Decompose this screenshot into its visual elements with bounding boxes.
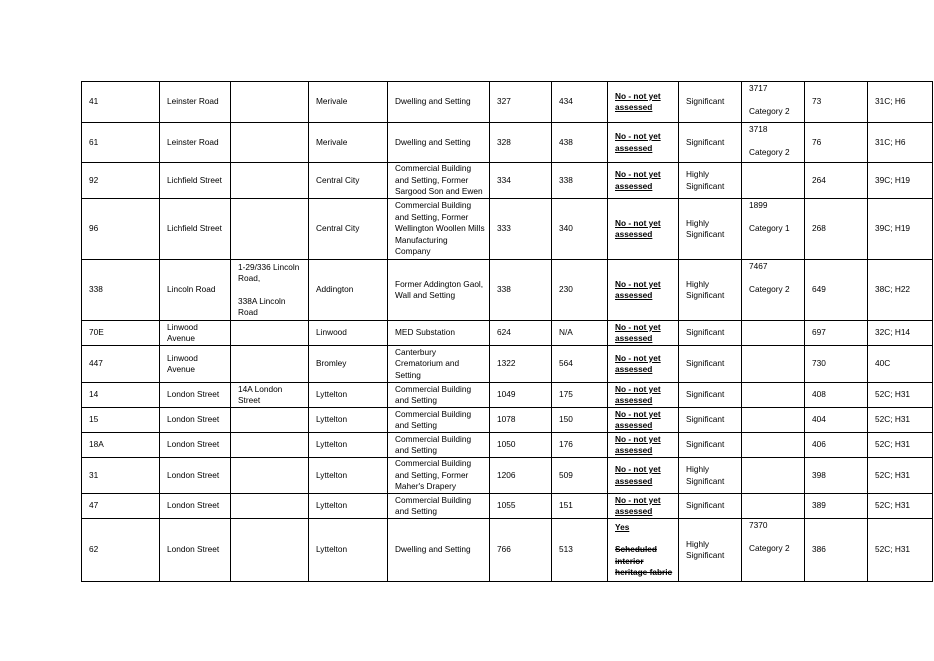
statement-number-cell: 406 [805,433,868,458]
suburb-cell: Lyttelton [309,458,388,494]
significance-cell: Highly Significant [679,163,742,199]
interior-assessed-cell [608,433,679,458]
nzhpt-listing-cell [742,260,805,321]
street-number-cell: 61 [82,123,160,163]
significance-cell: Significant [679,346,742,383]
alternative-address-cell [231,123,309,163]
interior-status: No - not yet assessed [615,278,661,300]
interior-assessed-cell [608,519,679,582]
listing-category: Category 2 [749,146,790,157]
interior-status: No - not yet assessed [615,321,661,343]
heritage-item-number-cell: 338 [490,260,552,321]
table-row [82,494,933,519]
heritage-item-number-cell: 766 [490,519,552,582]
statement-number-cell: 73 [805,82,868,123]
suburb-cell: Lyttelton [309,408,388,433]
street-number-cell: 41 [82,82,160,123]
planning-maps-cell: 39C; H19 [868,163,933,199]
interior-assessed-cell [608,346,679,383]
planning-maps-cell: 52C; H31 [868,383,933,408]
heritage-assessment-number-cell: 340 [552,199,608,260]
planning-maps-cell: 31C; H6 [868,82,933,123]
line-gap [749,95,800,106]
statement-number-cell: 76 [805,123,868,163]
heritage-item-number-cell: 1206 [490,458,552,494]
table-row [82,458,933,494]
street-number-cell: 62 [82,519,160,582]
nzhpt-listing-cell [742,346,805,383]
interior-assessed-cell [608,494,679,519]
nzhpt-listing-cell [742,519,805,582]
line-gap [749,136,800,147]
nzhpt-listing-cell [742,163,805,199]
street-number-cell: 18A [82,433,160,458]
table-row [82,383,933,408]
heritage-item-number-cell: 334 [490,163,552,199]
statement-number-cell: 389 [805,494,868,519]
suburb-cell: Central City [309,163,388,199]
statement-number-cell: 649 [805,260,868,321]
table-row [82,519,933,582]
street-name-cell: Linwood Avenue [160,321,231,346]
interior-assessed-cell [608,82,679,123]
description-cell: MED Substation [388,321,490,346]
street-number-cell: 92 [82,163,160,199]
significance-cell: Highly Significant [679,519,742,582]
alternative-address-line: 1-29/336 Lincoln Road, [238,261,300,283]
listing-number: 1899 [749,200,768,210]
description-cell: Canterbury Crematorium and Setting [388,346,490,383]
statement-number-cell: 264 [805,163,868,199]
line-gap [615,533,674,544]
planning-maps-cell: 52C; H31 [868,458,933,494]
table-row [82,260,933,321]
heritage-assessment-number-cell: 150 [552,408,608,433]
significance-cell: Significant [679,408,742,433]
alternative-address-cell [231,321,309,346]
listing-number: 3717 [749,83,768,93]
street-name-cell: Lincoln Road [160,260,231,321]
nzhpt-listing-cell [742,199,805,260]
interior-status: No - not yet assessed [615,433,661,455]
nzhpt-listing-cell [742,123,805,163]
interior-assessed-cell [608,163,679,199]
line-gap [238,285,304,296]
alternative-address-cell [231,199,309,260]
nzhpt-listing-cell [742,408,805,433]
nzhpt-listing-cell [742,82,805,123]
alternative-address-cell [231,494,309,519]
heritage-item-number-cell: 1078 [490,408,552,433]
street-name-cell: Lichfield Street [160,199,231,260]
interior-status: No - not yet assessed [615,464,661,486]
street-number-cell: 70E [82,321,160,346]
heritage-item-number-cell: 624 [490,321,552,346]
street-number-cell: 14 [82,383,160,408]
suburb-cell: Lyttelton [309,433,388,458]
description-cell: Dwelling and Setting [388,82,490,123]
street-number-cell: 15 [82,408,160,433]
listing-category: Category 2 [749,105,790,116]
significance-cell: Highly Significant [679,199,742,260]
listing-number: 3718 [749,124,768,134]
significance-cell: Significant [679,494,742,519]
nzhpt-listing-cell [742,494,805,519]
street-number-cell: 96 [82,199,160,260]
table-row [82,82,933,123]
heritage-assessment-number-cell: 151 [552,494,608,519]
line-gap [749,273,800,284]
interior-assessed-cell [608,321,679,346]
description-cell: Commercial Building and Setting, Former Sargood Son and Ewen [388,163,490,199]
alternative-address-cell [231,82,309,123]
planning-maps-cell: 31C; H6 [868,123,933,163]
street-number-cell: 338 [82,260,160,321]
significance-cell: Significant [679,321,742,346]
interior-assessed-cell [608,123,679,163]
interior-status: No - not yet assessed [615,352,661,374]
heritage-item-number-cell: 1049 [490,383,552,408]
suburb-cell: Merivale [309,123,388,163]
statement-number-cell: 398 [805,458,868,494]
table-row [82,123,933,163]
nzhpt-listing-cell [742,321,805,346]
street-name-cell: London Street [160,408,231,433]
suburb-cell: Lyttelton [309,494,388,519]
heritage-assessment-number-cell: 513 [552,519,608,582]
street-name-cell: London Street [160,458,231,494]
statement-number-cell: 386 [805,519,868,582]
statement-number-cell: 408 [805,383,868,408]
alternative-address-cell [231,163,309,199]
street-name-cell: Leinster Road [160,123,231,163]
significance-cell: Significant [679,123,742,163]
heritage-assessment-number-cell: 509 [552,458,608,494]
heritage-item-number-cell: 1050 [490,433,552,458]
interior-assessed-cell [608,260,679,321]
table-row [82,321,933,346]
alternative-address-cell [231,408,309,433]
alternative-address-cell [231,260,309,321]
alternative-address-cell [231,433,309,458]
alternative-address-line: 338A Lincoln Road [238,295,286,317]
heritage-item-number-cell: 1322 [490,346,552,383]
street-name-cell: London Street [160,433,231,458]
interior-status: No - not yet assessed [615,494,661,516]
description-cell: Commercial Building and Setting [388,433,490,458]
heritage-assessment-number-cell: N/A [552,321,608,346]
statement-number-cell: 268 [805,199,868,260]
heritage-schedule-table [81,81,933,582]
statement-number-cell: 730 [805,346,868,383]
heritage-item-number-cell: 328 [490,123,552,163]
heritage-assessment-number-cell: 338 [552,163,608,199]
street-number-cell: 47 [82,494,160,519]
planning-maps-cell: 40C [868,346,933,383]
listing-number: 7370 [749,520,768,530]
interior-status: No - not yet assessed [615,131,661,153]
street-name-cell: London Street [160,383,231,408]
planning-maps-cell: 52C; H31 [868,494,933,519]
nzhpt-listing-cell [742,458,805,494]
planning-maps-cell: 38C; H22 [868,260,933,321]
interior-assessed-cell [608,383,679,408]
suburb-cell: Lyttelton [309,383,388,408]
listing-category: Category 1 [749,222,790,233]
interior-status: No - not yet assessed [615,90,661,112]
street-name-cell: Linwood Avenue [160,346,231,383]
suburb-cell: Central City [309,199,388,260]
interior-status: No - not yet assessed [615,217,661,239]
alternative-address-cell [231,346,309,383]
heritage-item-number-cell: 1055 [490,494,552,519]
description-cell: Commercial Building and Setting [388,383,490,408]
table-row [82,408,933,433]
street-name-cell: Leinster Road [160,82,231,123]
listing-category: Category 2 [749,283,790,294]
table-row [82,346,933,383]
planning-maps-cell: 32C; H14 [868,321,933,346]
interior-status: No - not yet assessed [615,408,661,430]
heritage-assessment-number-cell: 434 [552,82,608,123]
suburb-cell: Lyttelton [309,519,388,582]
struck-status: Scheduled interior heritage fabric [615,544,673,577]
interior-assessed-cell [608,199,679,260]
planning-maps-cell: 52C; H31 [868,519,933,582]
alternative-address-cell [231,383,309,408]
significance-cell: Highly Significant [679,458,742,494]
street-name-cell: Lichfield Street [160,163,231,199]
planning-maps-cell: 52C; H31 [868,408,933,433]
interior-status: No - not yet assessed [615,383,661,405]
suburb-cell: Bromley [309,346,388,383]
description-cell: Commercial Building and Setting [388,408,490,433]
description-cell: Commercial Building and Setting, Former Maher's Drapery [388,458,490,494]
heritage-assessment-number-cell: 564 [552,346,608,383]
interior-status: Yes [615,521,630,532]
heritage-assessment-number-cell: 230 [552,260,608,321]
heritage-item-number-cell: 333 [490,199,552,260]
heritage-assessment-number-cell: 438 [552,123,608,163]
statement-number-cell: 404 [805,408,868,433]
street-number-cell: 31 [82,458,160,494]
interior-assessed-cell [608,458,679,494]
listing-number: 7467 [749,261,768,271]
street-name-cell: London Street [160,494,231,519]
table-row [82,433,933,458]
description-cell: Commercial Building and Setting, Former Wellington Woollen Mills Manufacturing Company [388,199,490,260]
suburb-cell: Addington [309,260,388,321]
significance-cell: Highly Significant [679,260,742,321]
table-row [82,199,933,260]
suburb-cell: Merivale [309,82,388,123]
statement-number-cell: 697 [805,321,868,346]
planning-maps-cell: 52C; H31 [868,433,933,458]
heritage-assessment-number-cell: 176 [552,433,608,458]
significance-cell: Significant [679,433,742,458]
line-gap [749,212,800,223]
significance-cell: Significant [679,383,742,408]
line-gap [749,532,800,543]
significance-cell: Significant [679,82,742,123]
description-cell: Dwelling and Setting [388,123,490,163]
description-cell: Former Addington Gaol, Wall and Setting [388,260,490,321]
alternative-address-cell [231,458,309,494]
nzhpt-listing-cell [742,383,805,408]
description-cell: Dwelling and Setting [388,519,490,582]
heritage-assessment-number-cell: 175 [552,383,608,408]
alternative-address-cell [231,519,309,582]
street-name-cell: London Street [160,519,231,582]
interior-assessed-cell [608,408,679,433]
listing-category: Category 2 [749,542,790,553]
nzhpt-listing-cell [742,433,805,458]
suburb-cell: Linwood [309,321,388,346]
heritage-item-number-cell: 327 [490,82,552,123]
interior-status: No - not yet assessed [615,169,661,191]
street-number-cell: 447 [82,346,160,383]
planning-maps-cell: 39C; H19 [868,199,933,260]
table-body [82,82,933,582]
alternative-address-line: 14A London Street [238,383,283,405]
description-cell: Commercial Building and Setting [388,494,490,519]
table-row [82,163,933,199]
